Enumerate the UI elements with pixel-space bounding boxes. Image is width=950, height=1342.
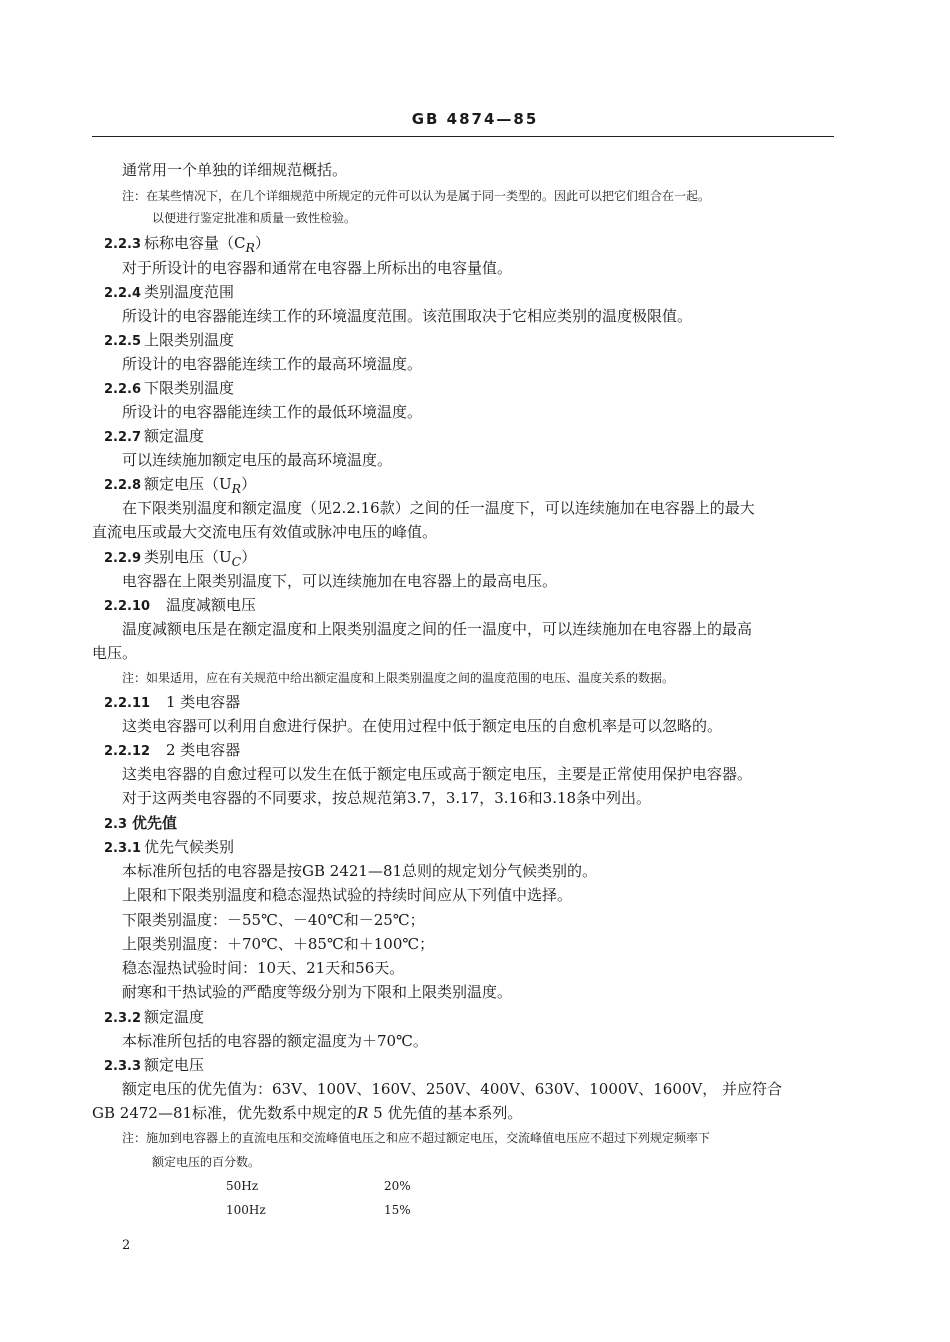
section-heading-2-3 [104, 813, 177, 835]
section-heading-2-2-8 [104, 474, 256, 499]
body-line: 额定电压的优先值为：63V、100V、160V、250V、400V、630V、1000V、1600V， 并应符合 [122, 1080, 783, 1098]
freq-table-cell-pct: 20% [384, 1179, 411, 1193]
section-title-close: ） [241, 548, 257, 566]
section-title: 优先值 [132, 814, 178, 832]
body-line: 温度减额电压是在额定温度和上限类别温度之间的任一温度中，可以连续施加在电容器上的最高 [122, 620, 753, 638]
body-line: 在下限类别温度和额定温度（见2.2.16款）之间的任一温度下，可以连续施加在电容器上的最大 [122, 499, 755, 517]
body-line: 耐寒和干热试验的严酷度等级分别为下限和上限类别温度。 [122, 983, 513, 1001]
page-number: 2 [122, 1238, 131, 1253]
body-line: 直流电压或最大交流电压有效值或脉冲电压的峰值。 [92, 523, 438, 541]
symbol-r: R [357, 1104, 369, 1122]
page-header-standard-number: GB 4874—85 [411, 110, 539, 128]
section-heading-2-2-7 [104, 426, 204, 448]
note-line: 注：在某些情况下，在几个详细规范中所规定的元件可以认为是属于同一类型的。因此可以把它们组合在一起。 [122, 189, 711, 203]
section-title: 2 类电容器 [166, 741, 241, 759]
section-number: 2.2.10 [104, 599, 151, 614]
section-heading-2-2-6 [104, 378, 234, 400]
section-heading-2-2-3 [104, 233, 270, 258]
section-number: 2.3.2 [104, 1011, 142, 1026]
body-line: 电容器在上限类别温度下，可以连续施加在电容器上的最高电压。 [122, 572, 558, 590]
note-line: 额定电压的百分数。 [152, 1155, 261, 1169]
section-title: 额定温度 [144, 1008, 205, 1026]
body-line: 所设计的电容器能连续工作的最高环境温度。 [122, 355, 423, 373]
section-title-close: ） [254, 234, 270, 252]
note-line: 注：施加到电容器上的直流电压和交流峰值电压之和应不超过额定电压，交流峰值电压应不超过下列规定频率下 [122, 1131, 711, 1145]
section-title: 标称电容量（C [144, 234, 246, 252]
body-line: 对于这两类电容器的不同要求，按总规范第3.7，3.17，3.16和3.18条中列出。 [122, 789, 652, 807]
section-title: 温度减额电压 [166, 596, 257, 614]
section-title: 类别温度范围 [144, 283, 235, 301]
section-title: 额定电压（U [144, 475, 232, 493]
body-text: 5 优先值的基本系列。 [368, 1104, 523, 1122]
section-number: 2.2.8 [104, 478, 142, 493]
section-heading-2-2-10 [104, 595, 256, 617]
section-title: 额定温度 [144, 427, 205, 445]
section-number: 2.2.3 [104, 237, 142, 252]
header-divider [92, 136, 834, 137]
body-line: 电压。 [92, 644, 138, 662]
body-line: 下限类别温度：－55℃、－40℃和－25℃； [122, 911, 425, 929]
body-line: 稳态湿热试验时间：10天、21天和56天。 [122, 959, 405, 977]
section-number: 2.3 [104, 817, 128, 832]
subscript: R [245, 240, 255, 255]
section-title: 1 类电容器 [166, 693, 241, 711]
section-heading-2-2-11 [104, 692, 240, 714]
note-line: 注：如果适用，应在有关规范中给出额定温度和上限类别温度之间的温度范围的电压、温度关系的数据。 [122, 671, 675, 685]
body-line: 对于所设计的电容器和通常在电容器上所标出的电容量值。 [122, 259, 513, 277]
section-title: 下限类别温度 [144, 379, 235, 397]
body-text: GB 2472—81标准，优先数系中规定的 [92, 1104, 358, 1122]
body-line: 上限类别温度：＋70℃、＋85℃和＋100℃； [122, 935, 435, 953]
section-title: 上限类别温度 [144, 331, 235, 349]
section-heading-2-3-1 [104, 837, 234, 859]
subscript: C [231, 554, 242, 569]
section-number: 2.2.5 [104, 334, 142, 349]
section-number: 2.2.4 [104, 286, 142, 301]
section-heading-2-2-12 [104, 740, 240, 762]
section-heading-2-3-3 [104, 1055, 204, 1077]
section-heading-2-2-5 [104, 330, 234, 352]
subscript: R [231, 481, 242, 496]
section-number: 2.2.6 [104, 382, 142, 397]
body-line: 所设计的电容器能连续工作的最低环境温度。 [122, 403, 423, 421]
section-title: 优先气候类别 [144, 838, 235, 856]
section-number: 2.3.1 [104, 841, 142, 856]
body-line: 本标准所包括的电容器是按GB 2421—81总则的规定划分气候类别的。 [122, 862, 598, 880]
body-line: 通常用一个单独的详细规范概括。 [122, 161, 348, 179]
section-title-close: ） [241, 475, 257, 493]
section-title: 类别电压（U [144, 548, 232, 566]
body-line: 所设计的电容器能连续工作的环境温度范围。该范围取决于它相应类别的温度极限值。 [122, 307, 693, 325]
note-line: 以便进行鉴定批准和质量一致性检验。 [152, 211, 357, 225]
section-number: 2.2.7 [104, 430, 142, 445]
freq-table-cell-freq: 50Hz [226, 1179, 259, 1193]
body-line: 上限和下限类别温度和稳态湿热试验的持续时间应从下列值中选择。 [122, 886, 573, 904]
section-number: 2.2.12 [104, 744, 151, 759]
body-line: 这类电容器的自愈过程可以发生在低于额定电压或高于额定电压，主要是正常使用保护电容器。 [122, 765, 753, 783]
section-heading-2-2-4 [104, 282, 234, 304]
freq-table-cell-freq: 100Hz [226, 1203, 266, 1217]
body-line: 这类电容器可以利用自愈进行保护。在使用过程中低于额定电压的自愈机率是可以忽略的。 [122, 717, 723, 735]
body-line: 可以连续施加额定电压的最高环境温度。 [122, 451, 393, 469]
section-number: 2.3.3 [104, 1059, 142, 1074]
section-heading-2-2-9 [104, 547, 256, 572]
section-title: 额定电压 [144, 1056, 205, 1074]
body-line: 本标准所包括的电容器的额定温度为＋70℃。 [122, 1032, 428, 1050]
section-number: 2.2.11 [104, 696, 151, 711]
section-number: 2.2.9 [104, 551, 142, 566]
freq-table-cell-pct: 15% [384, 1203, 411, 1217]
body-line [92, 1103, 522, 1123]
section-heading-2-3-2 [104, 1007, 204, 1029]
